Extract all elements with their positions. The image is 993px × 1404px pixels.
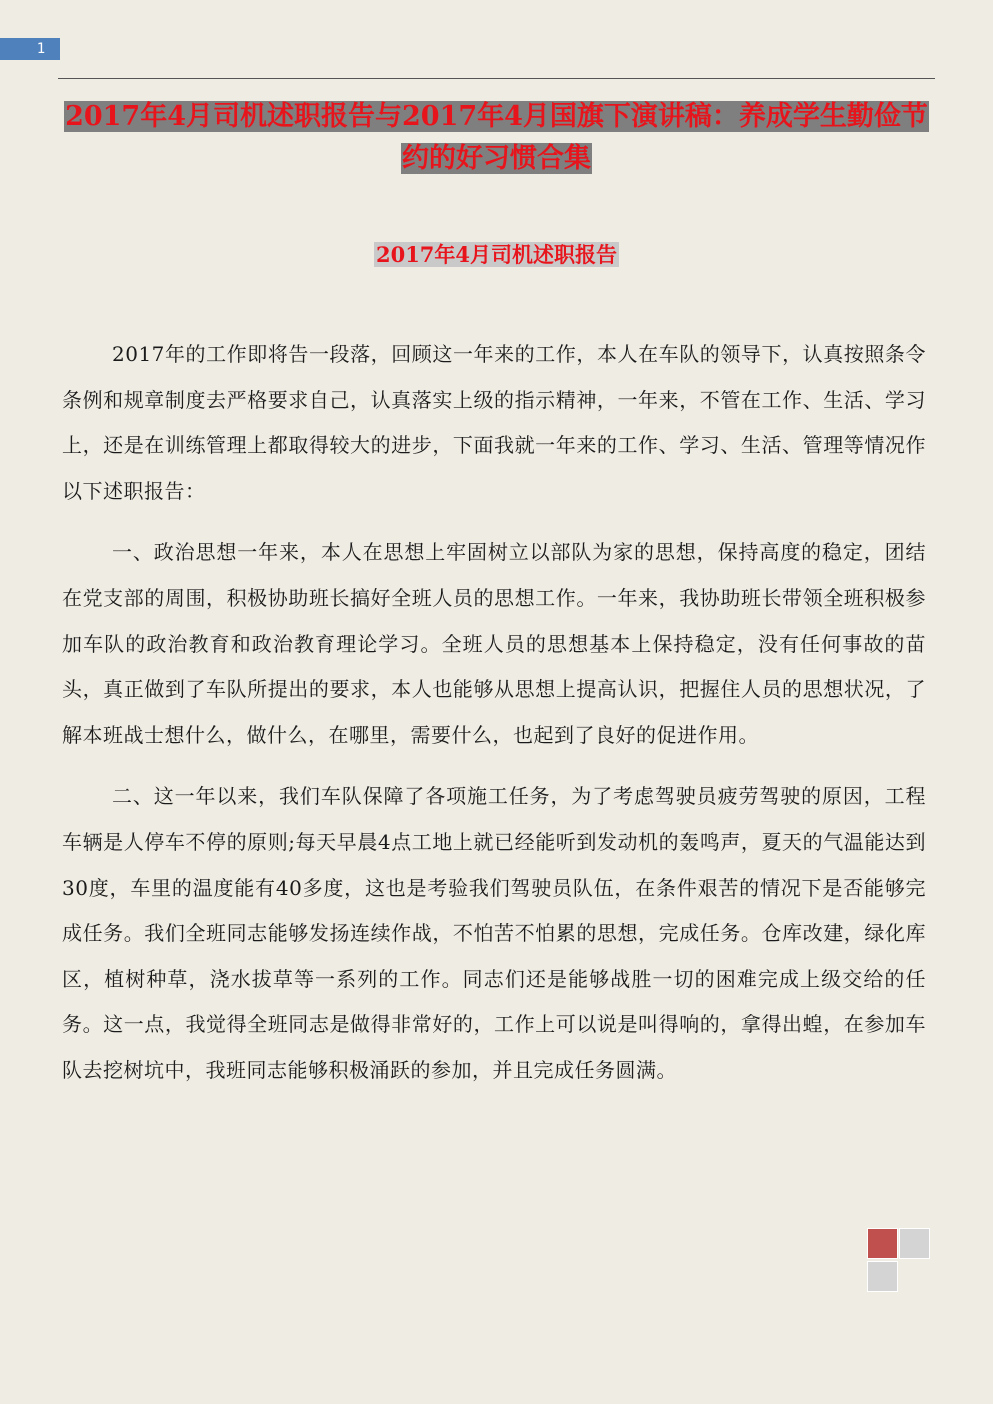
document-title bbox=[62, 96, 931, 180]
page-number-tab bbox=[0, 38, 60, 60]
paragraph-intro: 2017年的工作即将告一段落，回顾这一年来的工作，本人在车队的领导下，认真按照条令条例和规章制度去严格要求自己，认真落实上级的指示精神，一年来，不管在工作、生活、学习上，还是在训练管理上都取得较大的进步，下面我就一年来的工作、学习、生活、管理等情况作以下述职报告： bbox=[62, 342, 926, 503]
decor-square-gray bbox=[899, 1228, 930, 1259]
page-number: 1 bbox=[36, 41, 46, 57]
section-title-text: 2017年4月司机述职报告 bbox=[375, 242, 618, 267]
decor-square-gray bbox=[867, 1261, 898, 1292]
document-title-text: 2017年4月司机述职报告与2017年4月国旗下演讲稿：养成学生勤俭节约的好习惯合集 bbox=[65, 101, 928, 174]
section-title bbox=[62, 238, 931, 272]
paragraph-task-support: 二、这一年以来，我们车队保障了各项施工任务，为了考虑驾驶员疲劳驾驶的原因，工程车辆是人停车不停的原则;每天早晨4点工地上就已经能听到发动机的轰鸣声，夏天的气温能达到30度，车里的温度能有40多度，这也是考验我们驾驶员队伍，在条件艰苦的情况下是否能够完成任务。我们全班同志能够发扬连续作战，不怕苦不怕累的思想，完成任务。仓库改建，绿化库区，植树种草，浇水拔草等一系列的工作。同志们还是能够战胜一切的困难完成上级交给的任务。这一点，我觉得全班同志是做得非常好的，工作上可以说是叫得响的，拿得出蝗，在参加车队去挖树坑中，我班同志能够积极涌跃的参加，并且完成任务圆满。 bbox=[62, 784, 926, 1082]
paragraph-political-thought: 一、政治思想一年来，本人在思想上牢固树立以部队为家的思想，保持高度的稳定，团结在党支部的周围，积极协助班长搞好全班人员的思想工作。一年来，我协助班长带领全班积极参加车队的政治教育和政治教育理论学习。全班人员的思想基本上保持稳定，没有任何事故的苗头，真正做到了车队所提出的要求，本人也能够从思想上提高认识，把握住人员的思想状况，了解本班战士想什么，做什么，在哪里，需要什么，也起到了良好的促进作用。 bbox=[62, 540, 926, 747]
decorative-squares bbox=[867, 1228, 935, 1294]
decor-square-red bbox=[867, 1228, 898, 1259]
document-body bbox=[62, 332, 926, 1110]
header-divider bbox=[58, 78, 935, 79]
